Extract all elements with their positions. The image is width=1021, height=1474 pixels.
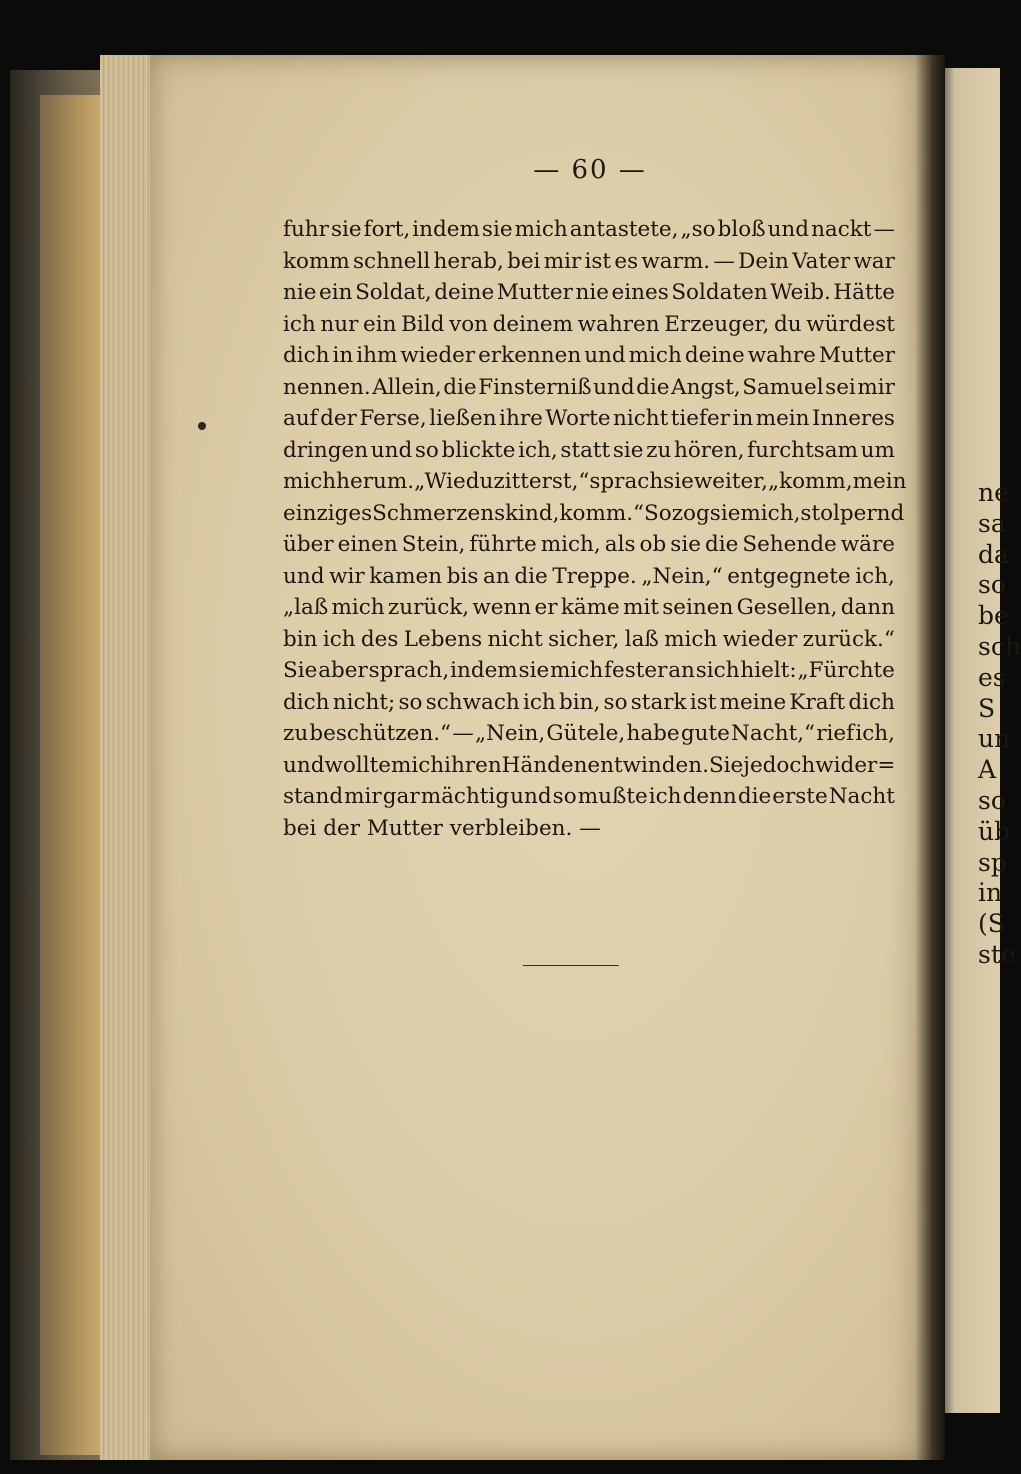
next-page-fragment: (S bbox=[978, 909, 1005, 939]
next-page-fragment: S bbox=[978, 693, 996, 723]
text-line: und wir kamen bis an die Treppe. „Nein,“ entgegnete ich, bbox=[283, 563, 895, 589]
text-line: nie ein Soldat, deine Mutter nie eines Soldaten Weib. Hätte bbox=[283, 280, 895, 305]
text-line: ich nur ein Bild von deinem wahren Erzeuger, du würdest bbox=[283, 311, 895, 337]
next-page-fragment: so bbox=[978, 570, 1006, 600]
text-line: nennen. Allein, die Finsterniß und die Angst, Samuel sei mir bbox=[283, 374, 895, 400]
text-line: bin ich des Lebens nicht sicher, laß mich wieder zurück.“ bbox=[283, 626, 895, 652]
page-number: — 60 — bbox=[533, 155, 647, 185]
next-page-fragment: un bbox=[978, 724, 1011, 754]
next-page-fragment: da bbox=[978, 539, 1009, 569]
text-line: dich in ihm wieder erkennen und mich deine wahre Mutter bbox=[283, 343, 895, 368]
next-page-fragment: ste bbox=[978, 939, 1016, 969]
next-page-fragment: sa bbox=[978, 508, 1006, 538]
text-line: einziges Schmerzenskind, komm.“ So zog sie mich, stolpernd bbox=[283, 500, 905, 526]
body-text bbox=[283, 214, 907, 844]
text-line: komm schnell herab, bei mir ist es warm. — Dein Vater war bbox=[283, 248, 895, 274]
text-line: und wollte mich ihren Händen entwinden. Sie jedoch wider= bbox=[283, 752, 896, 778]
text-line: auf der Ferse, ließen ihre Worte nicht tiefer in mein Inneres bbox=[283, 406, 895, 431]
next-page-fragment: sch bbox=[978, 631, 1021, 661]
next-page-fragment: ne bbox=[978, 478, 1009, 507]
next-page-text bbox=[978, 478, 1021, 971]
page-gutter bbox=[915, 55, 945, 1460]
text-line: fuhr sie fort, indem sie mich antastete, „so bloß und nackt — bbox=[283, 217, 895, 242]
text-line: bei der Mutter verbleiben. — bbox=[283, 815, 601, 841]
text-line: dringen und so blickte ich, statt sie zu hören, furchtsam um bbox=[283, 437, 895, 463]
text-line: zu beschützen.“ — „Nein, Gütele, habe gute Nacht,“ rief ich, bbox=[283, 721, 895, 746]
ink-spot bbox=[198, 422, 206, 430]
next-page-fragment: üb bbox=[978, 816, 1011, 846]
end-rule bbox=[523, 965, 619, 966]
text-line: stand mir gar mächtig und so mußte ich denn die erste Nacht bbox=[283, 784, 895, 809]
next-page-fragment: es bbox=[978, 662, 1006, 692]
page-edges-shadow bbox=[40, 95, 102, 1455]
next-page-fragment: sp bbox=[978, 847, 1007, 877]
text-line: über einen Stein, führte mich, als ob sie die Sehende wäre bbox=[283, 532, 895, 557]
next-page-fragment: so bbox=[978, 785, 1006, 815]
next-page-fragment: A bbox=[978, 755, 997, 785]
next-page-fragment: in bbox=[978, 878, 1003, 908]
text-line: dich nicht; so schwach ich bin, so stark ist meine Kraft dich bbox=[283, 689, 895, 715]
text-line: „laß mich zurück, wenn er käme mit seinen Gesellen, dann bbox=[283, 595, 895, 620]
text-line: Sie aber sprach, indem sie mich fester an sich hielt: „Fürchte bbox=[283, 658, 895, 683]
text-line: mich herum. „Wie du zitterst,“ sprach sie weiter, „komm, mein bbox=[283, 469, 907, 494]
next-page-fragment: be bbox=[978, 601, 1009, 631]
